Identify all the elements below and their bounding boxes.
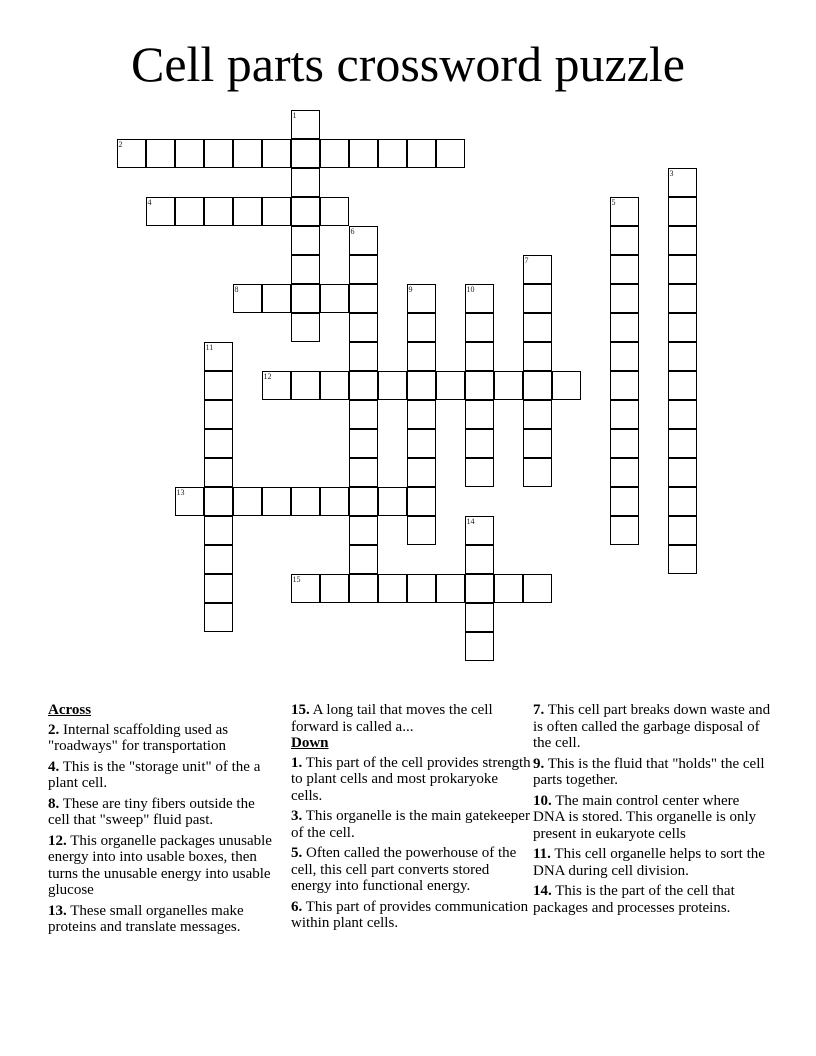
- clue-down-11: [533, 846, 773, 879]
- clue-number-label: 8: [234, 284, 239, 294]
- grid-cell[interactable]: [610, 313, 639, 342]
- grid-cell[interactable]: [378, 371, 407, 400]
- grid-cell[interactable]: [610, 197, 639, 226]
- clue-number-label: 15: [292, 574, 301, 584]
- grid-cell[interactable]: [291, 371, 320, 400]
- grid-cell[interactable]: [407, 400, 436, 429]
- grid-cell[interactable]: [233, 487, 262, 516]
- grid-cell[interactable]: [349, 255, 378, 284]
- clue-down-5: [291, 845, 531, 895]
- clue-number: 3.: [291, 808, 303, 824]
- grid-cell[interactable]: [407, 574, 436, 603]
- grid-cell[interactable]: [523, 400, 552, 429]
- grid-cell[interactable]: [204, 371, 233, 400]
- clue-number-label: 11: [205, 342, 214, 352]
- clue-text: Often called the powerhouse of the cell, this cell part converts stored energy into functional energy.: [291, 845, 517, 894]
- grid-cell[interactable]: [465, 371, 494, 400]
- grid-cell[interactable]: [523, 458, 552, 487]
- grid-cell[interactable]: [349, 139, 378, 168]
- grid-cell[interactable]: [146, 197, 175, 226]
- grid-cell[interactable]: [204, 545, 233, 574]
- grid-cell[interactable]: [436, 371, 465, 400]
- clue-number-label: 4: [147, 197, 152, 207]
- grid-cell[interactable]: [523, 342, 552, 371]
- clue-down-1: [291, 755, 531, 805]
- grid-cell[interactable]: [262, 284, 291, 313]
- grid-cell[interactable]: [610, 458, 639, 487]
- grid-cell[interactable]: [668, 255, 697, 284]
- grid-cell[interactable]: [610, 371, 639, 400]
- grid-cell[interactable]: [552, 371, 581, 400]
- clue-text: The main control center where DNA is stored. This organelle is only present in eukaryote cells: [533, 792, 757, 842]
- clue-text: Internal scaffolding used as "roadways" for transportation: [48, 721, 229, 754]
- clue-across-15: [291, 702, 531, 735]
- grid-cell[interactable]: [349, 458, 378, 487]
- clue-down-3: [291, 808, 531, 841]
- grid-cell[interactable]: [349, 400, 378, 429]
- clue-text: This is the part of the cell that packages and processes proteins.: [533, 883, 735, 916]
- clue-down-9: [533, 756, 773, 789]
- grid-cell[interactable]: [349, 487, 378, 516]
- grid-cell[interactable]: [407, 284, 436, 313]
- grid-cell[interactable]: [610, 226, 639, 255]
- grid-cell[interactable]: [610, 284, 639, 313]
- clue-down-7: [533, 702, 773, 752]
- grid-cell[interactable]: [668, 168, 697, 197]
- grid-cell[interactable]: [204, 342, 233, 371]
- grid-cell[interactable]: [349, 284, 378, 313]
- clue-number-label: 13: [176, 487, 185, 497]
- clue-number: 14.: [533, 883, 552, 899]
- puzzle-title: Cell parts crossword puzzle: [130, 36, 685, 92]
- grid-cell[interactable]: [291, 226, 320, 255]
- clue-number-label: 7: [524, 255, 529, 265]
- clue-across-2: [48, 722, 280, 755]
- grid-cell[interactable]: [668, 429, 697, 458]
- grid-cell[interactable]: [204, 516, 233, 545]
- clue-number: 15.: [291, 702, 310, 718]
- grid-cell[interactable]: [291, 110, 320, 139]
- grid-cell[interactable]: [465, 313, 494, 342]
- clues-column-2: [291, 702, 531, 936]
- grid-cell[interactable]: [465, 429, 494, 458]
- clue-across-8: [48, 796, 280, 829]
- clue-number: 11.: [533, 846, 551, 862]
- grid-cell[interactable]: [233, 197, 262, 226]
- clue-number: 1.: [291, 754, 303, 771]
- grid-cell[interactable]: [349, 574, 378, 603]
- clue-number-label: 5: [611, 197, 616, 207]
- clues-column-1: [48, 702, 280, 940]
- clue-text: This organelle is the main gatekeeper of the cell.: [291, 808, 530, 841]
- across-heading: Across: [48, 702, 92, 718]
- grid-cell[interactable]: [465, 574, 494, 603]
- grid-cell[interactable]: [494, 574, 523, 603]
- clues-column-3: [533, 702, 773, 920]
- clue-number-label: 2: [118, 139, 123, 149]
- grid-cell[interactable]: [407, 487, 436, 516]
- grid-cell[interactable]: [349, 545, 378, 574]
- grid-cell[interactable]: [320, 197, 349, 226]
- grid-cell[interactable]: [204, 400, 233, 429]
- clue-number-label: 12: [263, 371, 272, 381]
- grid-cell[interactable]: [465, 632, 494, 661]
- grid-cell[interactable]: [668, 545, 697, 574]
- grid-cell[interactable]: [291, 487, 320, 516]
- clue-down-14: [533, 883, 773, 916]
- grid-cell[interactable]: [378, 487, 407, 516]
- grid-cell[interactable]: [668, 487, 697, 516]
- clue-number: 9.: [533, 755, 545, 772]
- clue-text: A long tail that moves the cell forward is called a...: [291, 702, 493, 735]
- grid-cell[interactable]: [610, 516, 639, 545]
- clue-number: 13.: [48, 902, 67, 919]
- grid-cell[interactable]: [668, 458, 697, 487]
- clue-number-label: 3: [669, 168, 674, 178]
- grid-cell[interactable]: [291, 255, 320, 284]
- clue-text: This part of the cell provides strength to plant cells and most prokaryoke cells.: [291, 754, 531, 804]
- grid-cell[interactable]: [668, 284, 697, 313]
- clue-number: 12.: [48, 832, 67, 849]
- grid-cell[interactable]: [291, 313, 320, 342]
- clue-number: 10.: [533, 792, 552, 809]
- grid-cell[interactable]: [407, 458, 436, 487]
- grid-cell[interactable]: [668, 516, 697, 545]
- grid-cell[interactable]: [494, 371, 523, 400]
- grid-cell[interactable]: [610, 342, 639, 371]
- grid-cell[interactable]: [291, 168, 320, 197]
- grid-cell[interactable]: [610, 400, 639, 429]
- grid-cell[interactable]: [407, 516, 436, 545]
- clue-text: These are tiny fibers outside the cell that "sweep" fluid past.: [48, 795, 255, 828]
- grid-cell[interactable]: [320, 574, 349, 603]
- grid-cell[interactable]: [262, 197, 291, 226]
- clue-text: This cell part breaks down waste and is often called the garbage disposal of the cell.: [533, 702, 771, 751]
- grid-cell[interactable]: [349, 313, 378, 342]
- grid-cell[interactable]: [523, 284, 552, 313]
- clue-number: 7.: [533, 702, 545, 718]
- grid-cell[interactable]: [407, 371, 436, 400]
- grid-cell[interactable]: [175, 139, 204, 168]
- clue-text: This cell organelle helps to sort the DNA during cell division.: [533, 846, 765, 879]
- grid-cell[interactable]: [349, 429, 378, 458]
- grid-cell[interactable]: [523, 313, 552, 342]
- grid-cell[interactable]: [349, 226, 378, 255]
- clue-number-label: 6: [350, 226, 355, 236]
- clue-across-4: [48, 759, 280, 792]
- clue-text: This organelle packages unusable energy into into usable boxes, then turns the unusable energy into usable glucose: [48, 832, 272, 898]
- clue-number-label: 14: [466, 516, 475, 526]
- clue-text: This is the "storage unit" of the a plant cell.: [48, 758, 261, 791]
- grid-cell[interactable]: [465, 342, 494, 371]
- grid-cell[interactable]: [204, 487, 233, 516]
- grid-cell[interactable]: [349, 371, 378, 400]
- grid-cell[interactable]: [407, 313, 436, 342]
- grid-cell[interactable]: [262, 139, 291, 168]
- grid-cell[interactable]: [320, 371, 349, 400]
- grid-cell[interactable]: [320, 284, 349, 313]
- grid-cell[interactable]: [465, 400, 494, 429]
- clue-text: These small organelles make proteins and translate messages.: [48, 902, 244, 935]
- clue-number: 6.: [291, 898, 303, 915]
- grid-cell[interactable]: [465, 516, 494, 545]
- grid-cell[interactable]: [349, 342, 378, 371]
- grid-cell[interactable]: [204, 574, 233, 603]
- grid-cell[interactable]: [523, 371, 552, 400]
- grid-cell[interactable]: [291, 197, 320, 226]
- grid-cell[interactable]: [291, 284, 320, 313]
- grid-cell[interactable]: [175, 487, 204, 516]
- clue-number-label: 9: [408, 284, 413, 294]
- grid-cell[interactable]: [436, 139, 465, 168]
- grid-cell[interactable]: [117, 139, 146, 168]
- grid-cell[interactable]: [146, 139, 175, 168]
- grid-cell[interactable]: [523, 255, 552, 284]
- grid-cell[interactable]: [262, 371, 291, 400]
- grid-cell[interactable]: [262, 487, 291, 516]
- grid-cell[interactable]: [668, 197, 697, 226]
- grid-cell[interactable]: [668, 226, 697, 255]
- grid-cell[interactable]: [233, 139, 262, 168]
- grid-cell[interactable]: [378, 574, 407, 603]
- grid-cell[interactable]: [291, 139, 320, 168]
- grid-cell[interactable]: [668, 342, 697, 371]
- clue-number: 8.: [48, 795, 60, 812]
- grid-cell[interactable]: [378, 139, 407, 168]
- grid-cell[interactable]: [233, 284, 262, 313]
- grid-cell[interactable]: [465, 458, 494, 487]
- clue-text: This is the fluid that "holds" the cell parts together.: [533, 755, 765, 788]
- clue-across-12: [48, 833, 280, 899]
- grid-cell[interactable]: [204, 139, 233, 168]
- grid-cell[interactable]: [349, 516, 378, 545]
- grid-cell[interactable]: [407, 139, 436, 168]
- grid-cell[interactable]: [175, 197, 204, 226]
- grid-cell[interactable]: [668, 400, 697, 429]
- clue-number: 2.: [48, 721, 60, 738]
- grid-cell[interactable]: [523, 429, 552, 458]
- clue-down-10: [533, 793, 773, 843]
- clue-number-label: 1: [292, 110, 297, 120]
- grid-cell[interactable]: [204, 603, 233, 632]
- grid-cell[interactable]: [204, 197, 233, 226]
- grid-cell[interactable]: [204, 458, 233, 487]
- grid-cell[interactable]: [668, 313, 697, 342]
- down-heading: Down: [291, 735, 329, 751]
- clue-number-label: 10: [466, 284, 475, 294]
- grid-cell[interactable]: [465, 545, 494, 574]
- clue-number: 4.: [48, 758, 60, 775]
- grid-cell[interactable]: [204, 429, 233, 458]
- grid-cell[interactable]: [523, 574, 552, 603]
- clue-down-6: [291, 899, 531, 932]
- grid-cell[interactable]: [465, 284, 494, 313]
- grid-cell[interactable]: [610, 487, 639, 516]
- grid-cell[interactable]: [668, 371, 697, 400]
- grid-cell[interactable]: [465, 603, 494, 632]
- grid-cell[interactable]: [436, 574, 465, 603]
- grid-cell[interactable]: [320, 487, 349, 516]
- grid-cell[interactable]: [320, 139, 349, 168]
- grid-cell[interactable]: [407, 429, 436, 458]
- clue-across-13: [48, 903, 280, 936]
- clue-text: This part of provides communication within plant cells.: [291, 898, 529, 931]
- grid-cell[interactable]: [610, 255, 639, 284]
- clue-number: 5.: [291, 845, 303, 861]
- grid-cell[interactable]: [407, 342, 436, 371]
- grid-cell[interactable]: [291, 574, 320, 603]
- grid-cell[interactable]: [610, 429, 639, 458]
